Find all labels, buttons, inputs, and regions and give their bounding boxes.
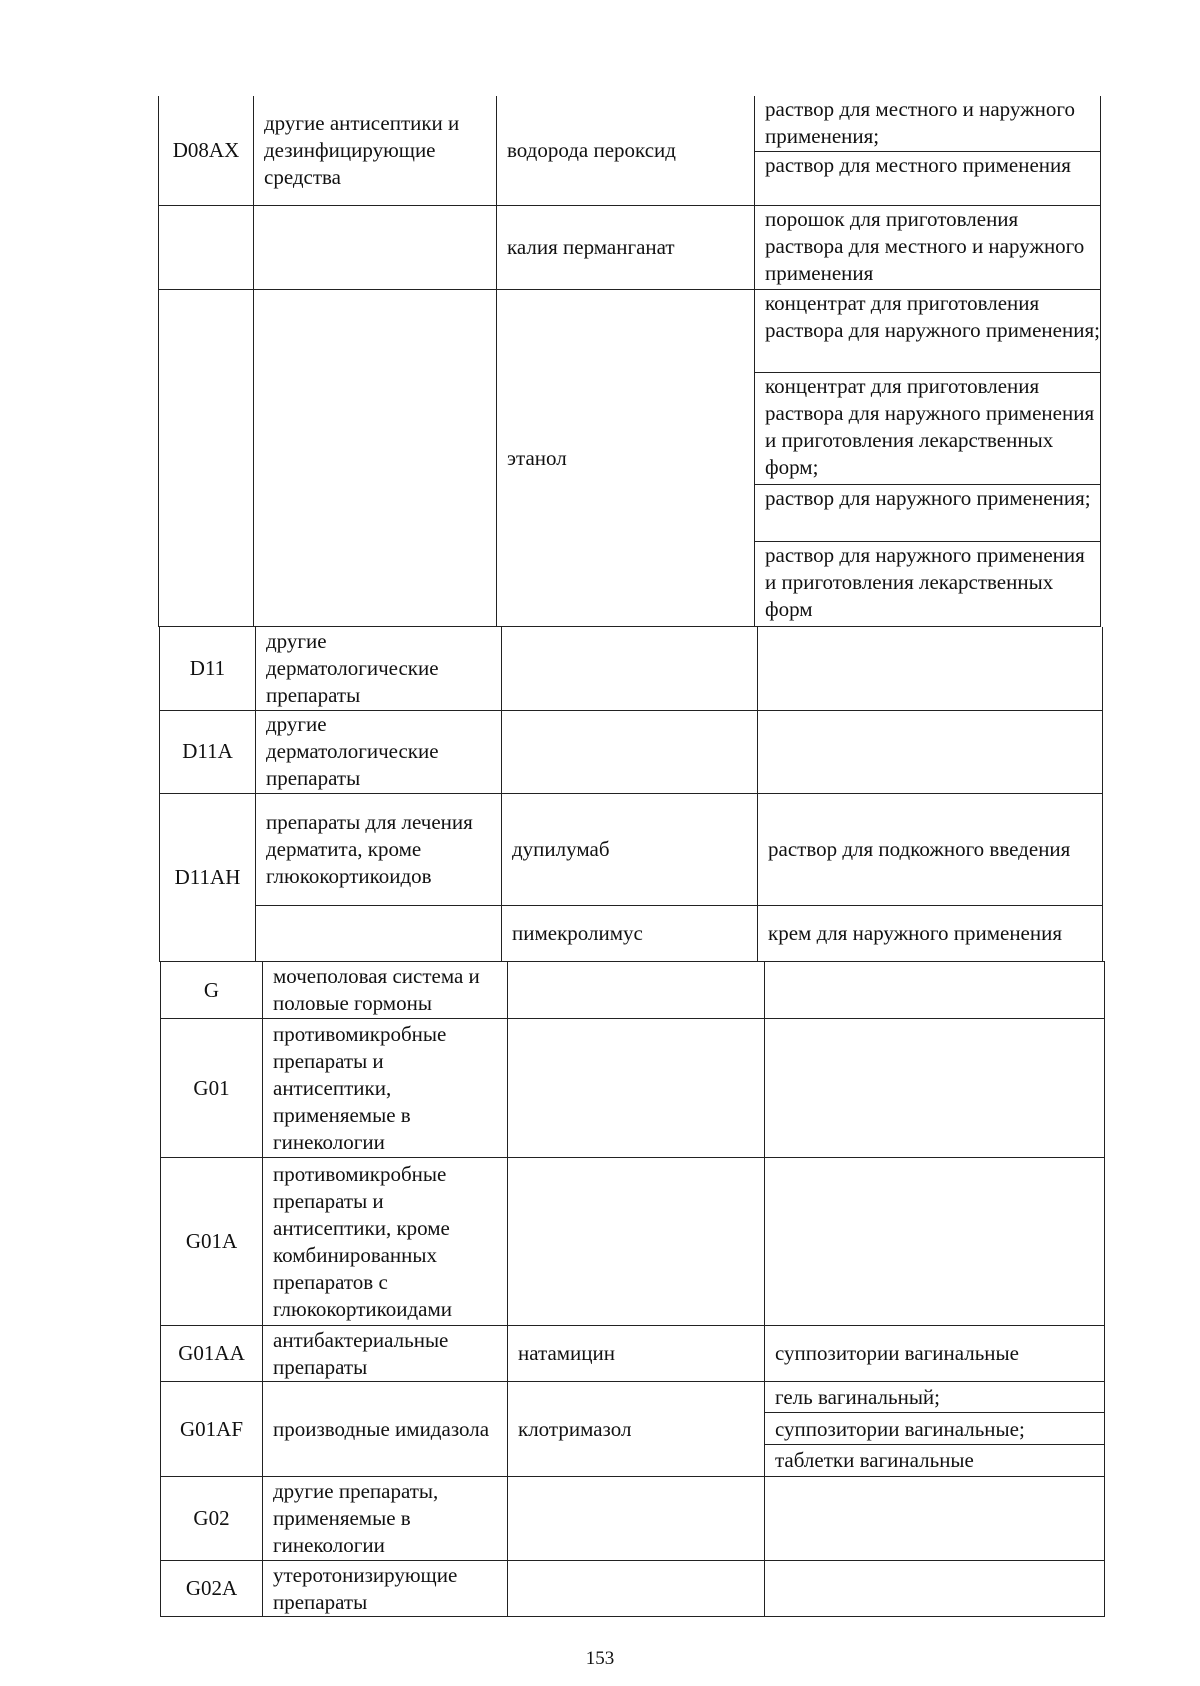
dosage-forms (755, 96, 1101, 206)
table-row (160, 627, 1103, 710)
group-name (254, 206, 497, 290)
atc-code: G01AF (161, 1382, 263, 1477)
atc-code: D11AH (160, 793, 256, 961)
atc-code: D11 (160, 627, 256, 710)
atc-code (159, 206, 254, 290)
dosage-form: раствор для местного и наружного применения; (755, 96, 1100, 152)
dosage-form: крем для наружного применения (758, 905, 1103, 961)
atc-code: G02 (161, 1477, 263, 1561)
table-row (161, 1019, 1105, 1158)
drug-name (502, 627, 758, 710)
dosage-form: раствор для наружного применения и приготовления лекарственных форм (765, 543, 1085, 621)
atc-code (159, 290, 254, 627)
drug-name: клотримазол (508, 1382, 765, 1477)
group-name: производные имидазола (263, 1382, 508, 1477)
atc-code: G02A (161, 1561, 263, 1617)
table-row (161, 1326, 1105, 1382)
table-row (161, 1382, 1105, 1477)
drug-table-block (160, 961, 1105, 1617)
group-name: утеротонизирующие препараты (263, 1561, 508, 1617)
drug-name (508, 1477, 765, 1561)
drug-name: калия перманганат (497, 206, 755, 290)
group-name: другие препараты, применяемые в гинекологии (263, 1477, 508, 1561)
group-name: антибактериальные препараты (263, 1326, 508, 1382)
group-name (256, 905, 502, 961)
dosage-form: суппозитории вагинальные; (765, 1413, 1104, 1445)
table-row (160, 710, 1103, 793)
dosage-form: порошок для приготовления раствора для местного и наружного применения (765, 207, 1085, 285)
atc-code: G01A (161, 1158, 263, 1326)
group-name: препараты для лечения дерматита, кроме глюкокортикоидов (256, 793, 502, 905)
dosage-form: концентрат для приготовления раствора для наружного применения; (755, 290, 1100, 373)
table-row (159, 96, 1101, 206)
page-number: 153 (585, 1648, 615, 1669)
drug-name (508, 1019, 765, 1158)
dosage-form: таблетки вагинальные (775, 1448, 974, 1472)
dosage-forms (755, 206, 1101, 290)
table-row (161, 1561, 1105, 1617)
dosage-forms (765, 1382, 1105, 1477)
group-name: другие дерматологические препараты (256, 627, 502, 710)
group-name: другие антисептики и дезинфицирующие средства (254, 96, 497, 206)
group-name: мочеполовая система и половые гормоны (263, 962, 508, 1019)
drug-name (508, 1158, 765, 1326)
atc-code: D11A (160, 710, 256, 793)
group-name: противомикробные препараты и антисептики, применяемые в гинекологии (263, 1019, 508, 1158)
drug-name (508, 962, 765, 1019)
drug-name: натамицин (508, 1326, 765, 1382)
table-row (159, 290, 1101, 627)
drug-name: этанол (497, 290, 755, 627)
atc-code: G01AA (161, 1326, 263, 1382)
drug-name (502, 710, 758, 793)
table-row (160, 905, 1103, 961)
group-name: противомикробные препараты и антисептики, кроме комбинированных препаратов с глюкокортикоидами (263, 1158, 508, 1326)
dosage-forms (755, 290, 1101, 627)
dosage-forms (765, 1477, 1105, 1561)
table-row (161, 1477, 1105, 1561)
dosage-forms (758, 710, 1103, 793)
atc-code: D08AX (159, 96, 254, 206)
table-row (161, 1158, 1105, 1326)
table-row (161, 962, 1105, 1019)
dosage-forms (765, 962, 1105, 1019)
drug-name: пимекролимус (502, 905, 758, 961)
dosage-form: раствор для местного применения (765, 153, 1071, 177)
table-row (160, 793, 1103, 905)
group-name: другие дерматологические препараты (256, 710, 502, 793)
dosage-form: концентрат для приготовления раствора для наружного применения и приготовления лекарственных форм; (755, 373, 1100, 485)
dosage-form: суппозитории вагинальные (765, 1326, 1105, 1382)
drug-name: водорода пероксид (497, 96, 755, 206)
group-name (254, 290, 497, 627)
drug-table-block (158, 96, 1101, 627)
dosage-forms (765, 1561, 1105, 1617)
table-row (159, 206, 1101, 290)
dosage-form: раствор для наружного применения; (755, 485, 1100, 542)
drug-table-block (159, 627, 1103, 962)
atc-code: G (161, 962, 263, 1019)
drug-name: дупилумаб (502, 793, 758, 905)
dosage-form: гель вагинальный; (765, 1382, 1104, 1413)
dosage-forms (758, 627, 1103, 710)
dosage-form: раствор для подкожного введения (758, 793, 1103, 905)
dosage-forms (765, 1158, 1105, 1326)
dosage-forms (765, 1019, 1105, 1158)
atc-code: G01 (161, 1019, 263, 1158)
drug-name (508, 1561, 765, 1617)
